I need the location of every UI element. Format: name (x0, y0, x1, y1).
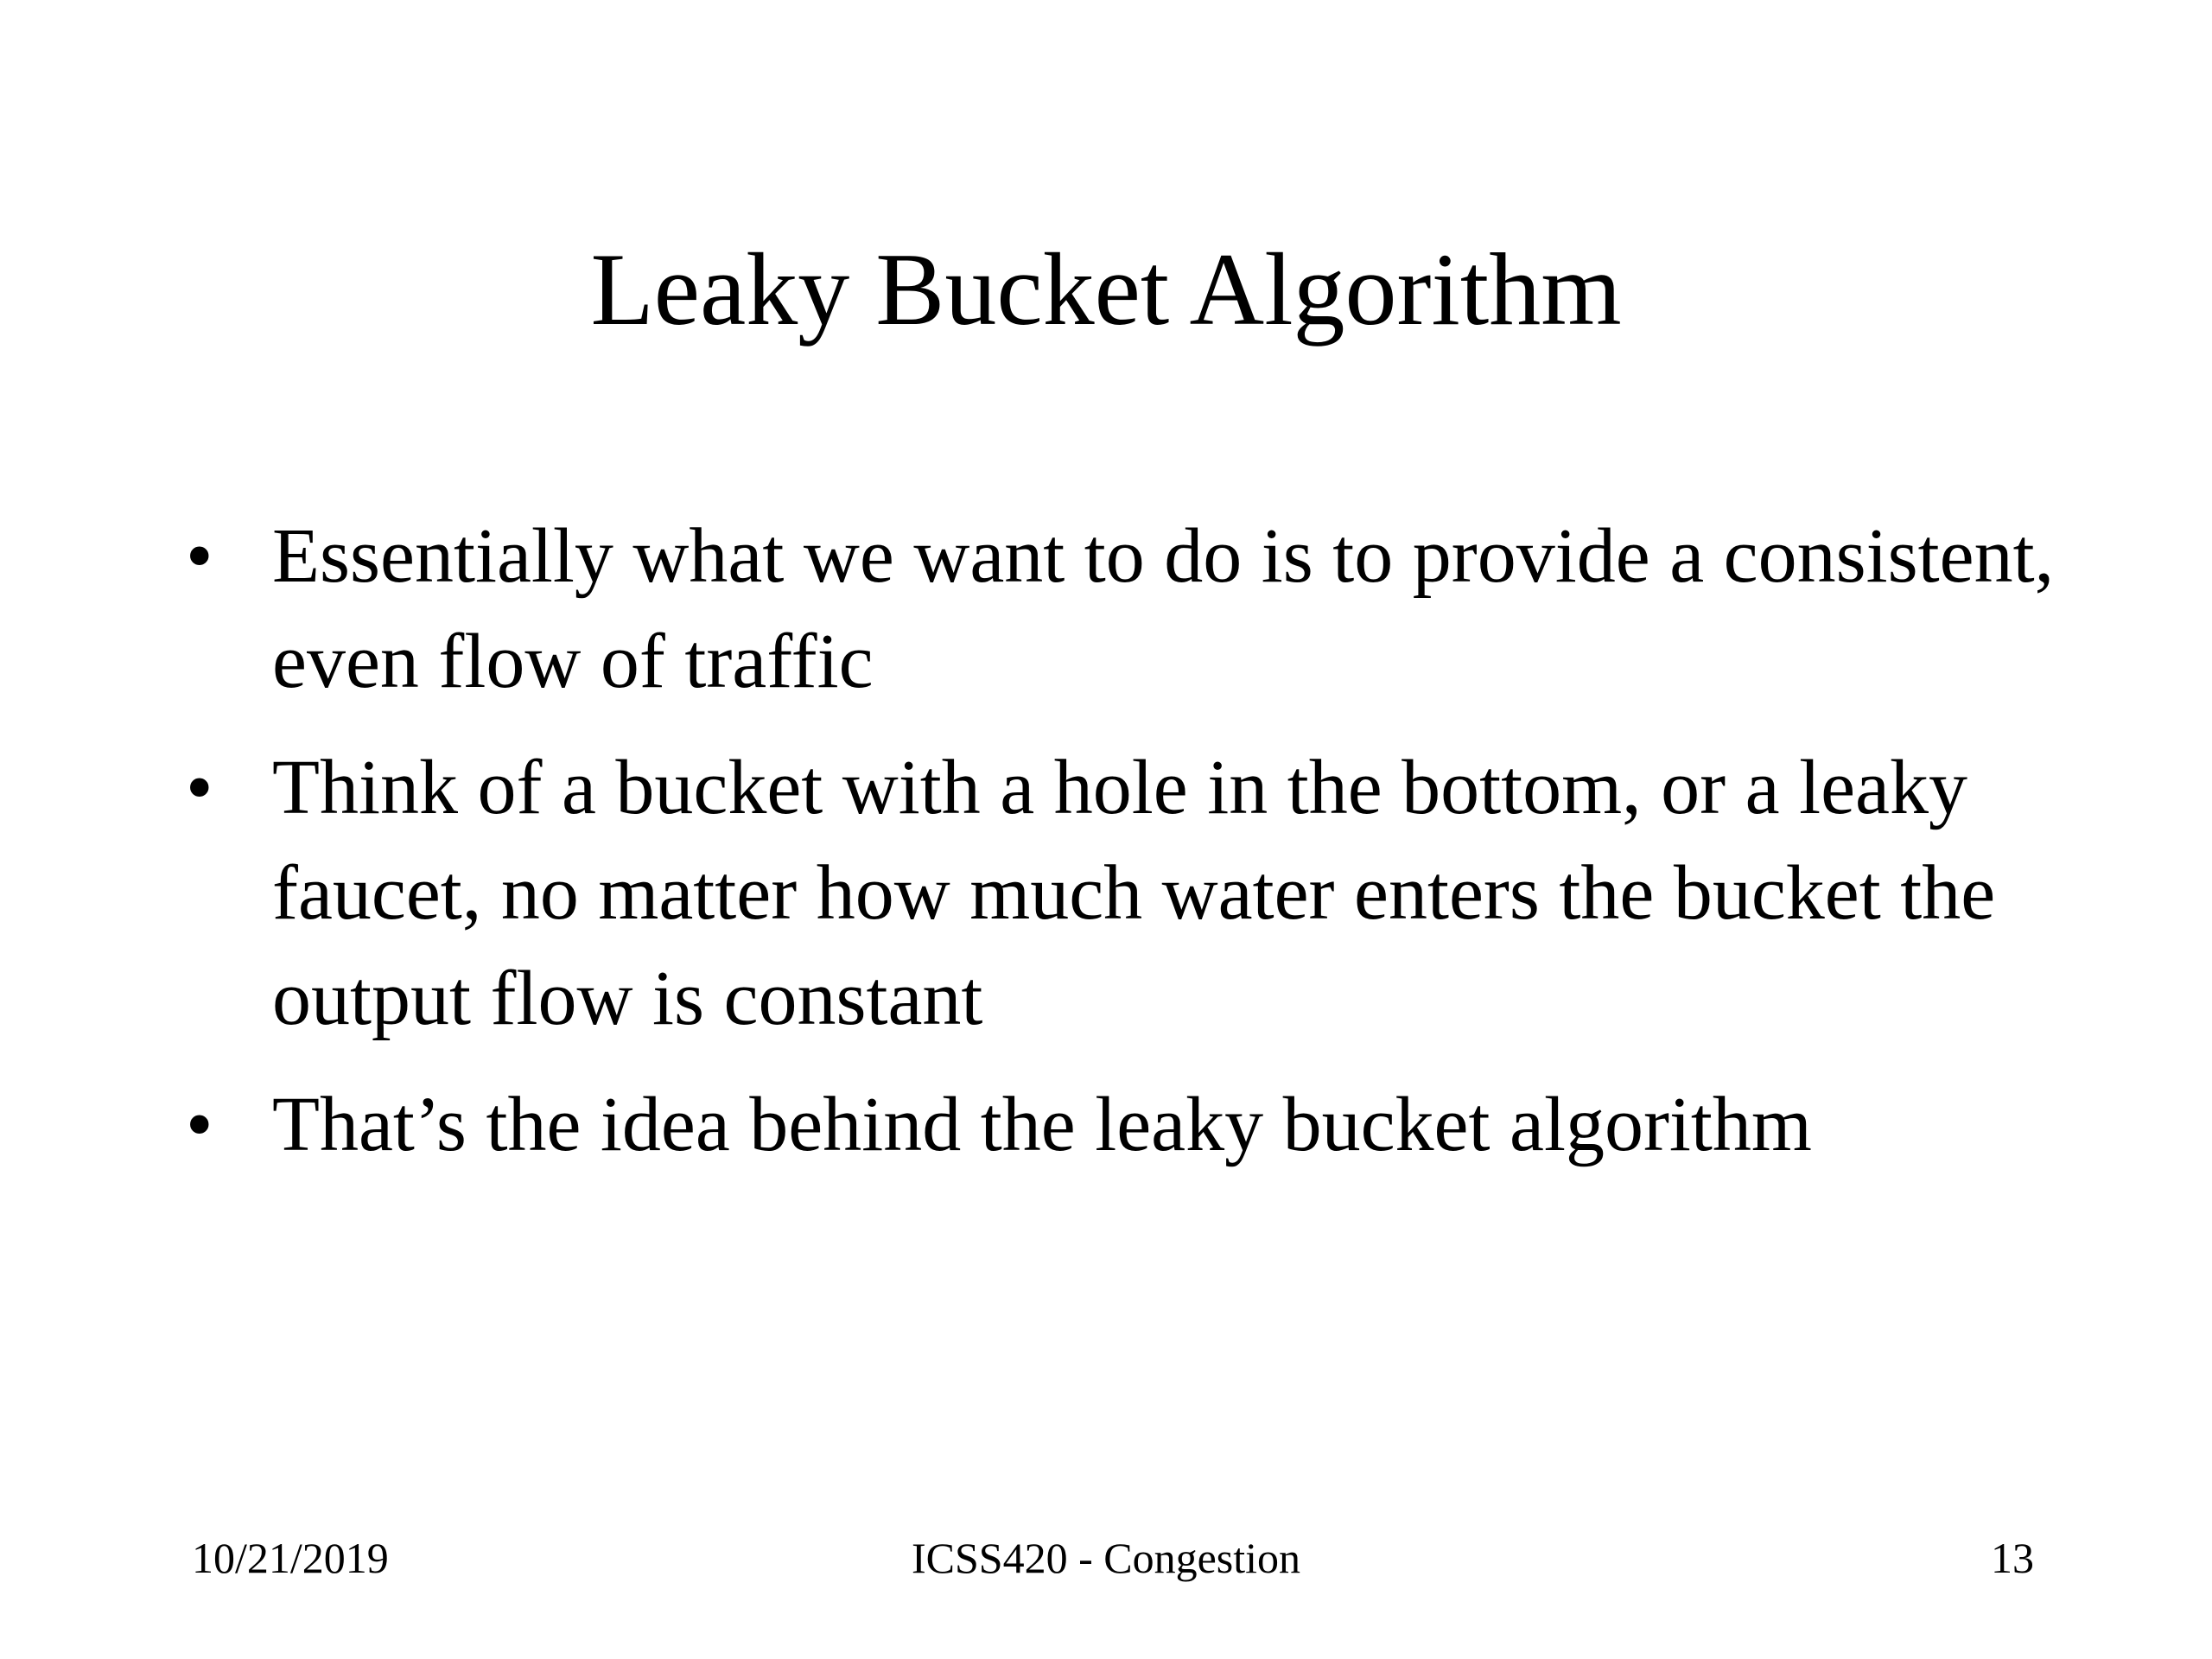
bullet-marker: • (186, 745, 213, 830)
bullet-marker: • (186, 513, 213, 599)
bullet-text: That’s the idea behind the leaky bucket algorithm (272, 1082, 1812, 1167)
bullet-text: Think of a bucket with a hole in the bottom, or a leaky faucet, no matter how much water enters the bucket the output flow is constant (272, 745, 1996, 1041)
bullet-list (186, 504, 2069, 1198)
bullet-marker: • (186, 1082, 213, 1167)
footer-title: ICSS420 - Congestion (911, 1534, 1301, 1582)
footer-date: 10/21/2019 (192, 1534, 389, 1582)
slide-title: Leaky Bucket Algorithm (590, 232, 1622, 346)
bullet-item (186, 735, 2069, 1052)
slide-number: 13 (1991, 1534, 2034, 1582)
bullet-item (186, 504, 2069, 715)
bullet-text: Essentially what we want to do is to provide a consistent, even flow of traffic (272, 513, 2055, 704)
bullet-item (186, 1072, 2069, 1178)
